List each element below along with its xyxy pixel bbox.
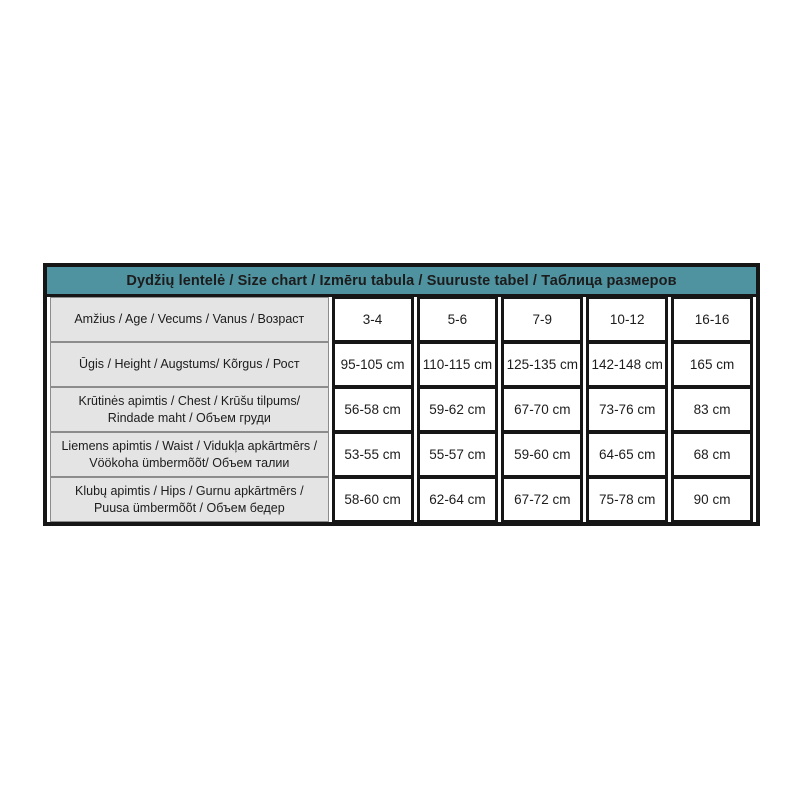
row-label-hips: Klubų apimtis / Hips / Gurnu apkārtmērs / Puusa ümbermõõt / Объем бедер: [50, 477, 329, 522]
chest-value-size3: 67-70 cm: [501, 387, 583, 432]
hips-value-size3: 67-72 cm: [501, 477, 583, 522]
size-chart-title: Dydžių lentelė / Size chart / Izmēru tabula / Suuruste tabel / Таблица размеров: [47, 267, 756, 297]
height-value-size5: 165 cm: [671, 342, 753, 387]
hips-value-size2: 62-64 cm: [417, 477, 499, 522]
row-label-age: Amžius / Age / Vecums / Vanus / Возраст: [50, 297, 329, 342]
table-row-hips: [50, 477, 753, 522]
hips-value-size4: 75-78 cm: [586, 477, 668, 522]
waist-value-size4: 64-65 cm: [586, 432, 668, 477]
table-row-chest: [50, 387, 753, 432]
chest-value-size5: 83 cm: [671, 387, 753, 432]
table-row-age: [50, 297, 753, 342]
table-row-height: [50, 342, 753, 387]
row-label-waist: Liemens apimtis / Waist / Vidukļa apkārtmērs / Vöökoha ümbermõõt/ Объем талии: [50, 432, 329, 477]
waist-value-size5: 68 cm: [671, 432, 753, 477]
height-value-size1: 95-105 cm: [332, 342, 414, 387]
size-chart-body: [47, 297, 756, 522]
height-value-size2: 110-115 cm: [417, 342, 499, 387]
age-value-size4: 10-12: [586, 297, 668, 342]
hips-value-size1: 58-60 cm: [332, 477, 414, 522]
age-value-size1: 3-4: [332, 297, 414, 342]
size-chart-table: [43, 263, 760, 526]
age-value-size2: 5-6: [417, 297, 499, 342]
hips-value-size5: 90 cm: [671, 477, 753, 522]
waist-value-size1: 53-55 cm: [332, 432, 414, 477]
height-value-size4: 142-148 cm: [586, 342, 668, 387]
chest-value-size1: 56-58 cm: [332, 387, 414, 432]
table-row-waist: [50, 432, 753, 477]
chest-value-size2: 59-62 cm: [417, 387, 499, 432]
height-value-size3: 125-135 cm: [501, 342, 583, 387]
age-value-size3: 7-9: [501, 297, 583, 342]
waist-value-size2: 55-57 cm: [417, 432, 499, 477]
age-value-size5: 16-16: [671, 297, 753, 342]
row-label-height: Ūgis / Height / Augstums/ Kõrgus / Рост: [50, 342, 329, 387]
waist-value-size3: 59-60 cm: [501, 432, 583, 477]
row-label-chest: Krūtinės apimtis / Chest / Krūšu tilpums/ Rindade maht / Объем груди: [50, 387, 329, 432]
chest-value-size4: 73-76 cm: [586, 387, 668, 432]
